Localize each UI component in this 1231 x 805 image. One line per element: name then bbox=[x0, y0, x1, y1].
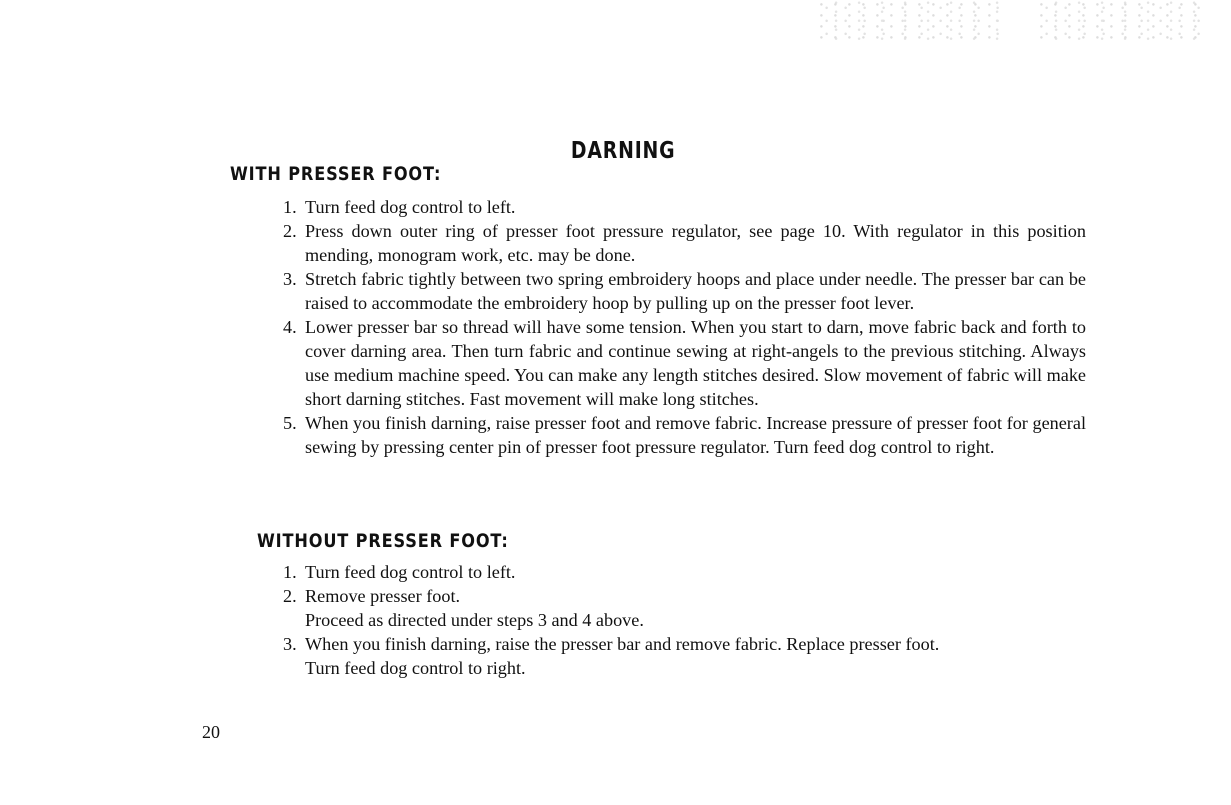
step-number: 5. bbox=[283, 413, 297, 433]
step-text: When you finish darning, raise the presser bar and remove fabric. Replace presser foot. bbox=[305, 634, 940, 654]
list-item bbox=[283, 560, 1086, 584]
page-title: DARNING bbox=[570, 138, 676, 164]
list-item bbox=[283, 315, 1086, 411]
step-number: 2. bbox=[283, 221, 297, 241]
section-heading-with-presser-foot: WITH PRESSER FOOT: bbox=[230, 163, 442, 185]
scan-speckle bbox=[820, 0, 1000, 40]
step-text: Proceed as directed under steps 3 and 4 above. bbox=[305, 610, 644, 630]
step-number: 3. bbox=[283, 269, 297, 289]
step-number: 1. bbox=[283, 562, 297, 582]
list-item bbox=[283, 411, 1086, 459]
step-text: Stretch fabric tightly between two spring embroidery hoops and place under needle. The presser bar can be raised to accommodate the embroidery hoop by pulling up on the presser foot lever. bbox=[305, 269, 1086, 313]
step-text: Press down outer ring of presser foot pressure regulator, see page 10. With regulator in this position mending, monogram work, etc. may be done. bbox=[305, 221, 1086, 265]
step-number: 4. bbox=[283, 317, 297, 337]
step-text: Turn feed dog control to right. bbox=[305, 658, 526, 678]
list-item bbox=[283, 219, 1086, 267]
step-number: 1. bbox=[283, 197, 297, 217]
list-item bbox=[283, 267, 1086, 315]
list-item bbox=[283, 656, 1086, 680]
with-presser-foot-steps bbox=[283, 195, 1086, 459]
section-heading-without-presser-foot: WITHOUT PRESSER FOOT: bbox=[257, 530, 509, 552]
page-number: 20 bbox=[202, 722, 220, 742]
scan-speckle bbox=[1040, 0, 1200, 40]
list-item bbox=[283, 608, 1086, 632]
step-text: Remove presser foot. bbox=[305, 586, 461, 606]
list-item bbox=[283, 195, 1086, 219]
without-presser-foot-steps bbox=[283, 560, 1086, 680]
step-text: Turn feed dog control to left. bbox=[305, 562, 516, 582]
step-text: When you finish darning, raise presser foot and remove fabric. Increase pressure of presser foot for general sewing by pressing center pin of presser foot pressure regulator. Turn feed dog control to right. bbox=[305, 413, 1086, 457]
step-number: 2. bbox=[283, 586, 297, 606]
step-text: Turn feed dog control to left. bbox=[305, 197, 516, 217]
step-number: 3. bbox=[283, 634, 297, 654]
step-text: Lower presser bar so thread will have some tension. When you start to darn, move fabric back and forth to cover darning area. Then turn fabric and continue sewing at right-angels to the previous stitching. Always use medium machine speed. You can make any length stitches desired. Slow movement of fabric will make short darning stitches. Fast movement will make long stitches. bbox=[305, 317, 1086, 409]
list-item bbox=[283, 632, 1086, 656]
list-item bbox=[283, 584, 1086, 608]
